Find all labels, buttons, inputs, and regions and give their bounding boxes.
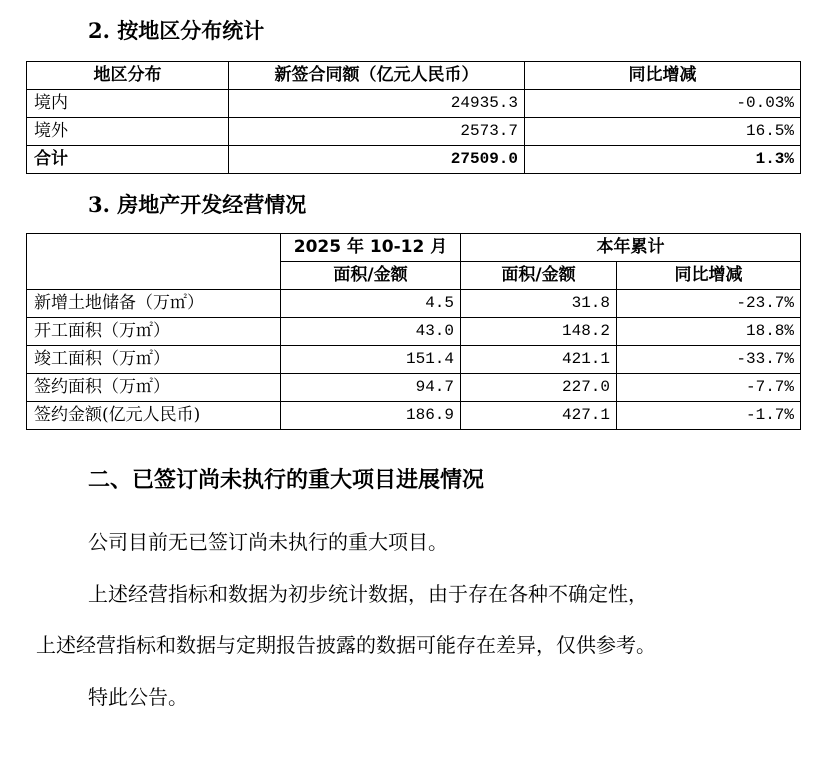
subheader-yoy: 同比增减 bbox=[617, 262, 801, 290]
metric-label: 新增土地储备（万㎡） bbox=[27, 290, 281, 318]
ytd-value: 148.2 bbox=[461, 318, 617, 346]
blank-header-cell bbox=[27, 234, 281, 290]
column-header-new-contracts: 新签合同额（亿元人民币） bbox=[229, 62, 525, 90]
total-label: 合计 bbox=[27, 146, 229, 174]
ytd-value: 31.8 bbox=[461, 290, 617, 318]
yoy-change: -7.7% bbox=[617, 374, 801, 402]
paragraph-disclaimer-line-1: 上述经营指标和数据为初步统计数据，由于存在各种不确定性， bbox=[88, 582, 648, 606]
subheader-ytd-area: 面积/金额 bbox=[461, 262, 617, 290]
period-value: 4.5 bbox=[281, 290, 461, 318]
region-label: 境内 bbox=[27, 90, 229, 118]
table-row bbox=[27, 346, 801, 374]
table-row bbox=[27, 90, 801, 118]
period-value: 186.9 bbox=[281, 402, 461, 430]
yoy-change: -33.7% bbox=[617, 346, 801, 374]
ytd-value: 427.1 bbox=[461, 402, 617, 430]
metric-label: 开工面积（万㎡） bbox=[27, 318, 281, 346]
ytd-value: 227.0 bbox=[461, 374, 617, 402]
ytd-value: 421.1 bbox=[461, 346, 617, 374]
period-value: 94.7 bbox=[281, 374, 461, 402]
metric-label: 竣工面积（万㎡） bbox=[27, 346, 281, 374]
yoy-change: 18.8% bbox=[617, 318, 801, 346]
total-yoy: 1.3% bbox=[525, 146, 801, 174]
contract-amount: 2573.7 bbox=[229, 118, 525, 146]
metric-label: 签约金额(亿元人民币) bbox=[27, 402, 281, 430]
yoy-change: -1.7% bbox=[617, 402, 801, 430]
yoy-change: 16.5% bbox=[525, 118, 801, 146]
period-value: 43.0 bbox=[281, 318, 461, 346]
region-label: 境外 bbox=[27, 118, 229, 146]
subheader-period-area: 面积/金额 bbox=[281, 262, 461, 290]
table-row bbox=[27, 374, 801, 402]
section-3-title: 3. 房地产开发经营情况 bbox=[88, 192, 307, 217]
yoy-change: -23.7% bbox=[617, 290, 801, 318]
table-header-row bbox=[27, 62, 801, 90]
paragraph-disclaimer-line-2: 上述经营指标和数据与定期报告披露的数据可能存在差异，仅供参考。 bbox=[36, 633, 656, 657]
region-distribution-table bbox=[26, 61, 801, 174]
table-row bbox=[27, 402, 801, 430]
table-row bbox=[27, 290, 801, 318]
column-header-ytd: 本年累计 bbox=[461, 234, 801, 262]
paragraph-closing: 特此公告。 bbox=[88, 685, 188, 709]
table-row bbox=[27, 318, 801, 346]
yoy-change: -0.03% bbox=[525, 90, 801, 118]
paragraph-no-major-projects: 公司目前无已签订尚未执行的重大项目。 bbox=[88, 530, 448, 554]
section-2-title: 2. 按地区分布统计 bbox=[88, 18, 265, 43]
total-amount: 27509.0 bbox=[229, 146, 525, 174]
real-estate-table bbox=[26, 233, 801, 430]
column-header-yoy: 同比增减 bbox=[525, 62, 801, 90]
contract-amount: 24935.3 bbox=[229, 90, 525, 118]
column-header-region: 地区分布 bbox=[27, 62, 229, 90]
total-row bbox=[27, 146, 801, 174]
table-row bbox=[27, 118, 801, 146]
metric-label: 签约面积（万㎡） bbox=[27, 374, 281, 402]
column-header-period: 2025 年 10-12 月 bbox=[281, 234, 461, 262]
table-header-row bbox=[27, 234, 801, 262]
section-two-title: 二、已签订尚未执行的重大项目进展情况 bbox=[88, 468, 485, 493]
period-value: 151.4 bbox=[281, 346, 461, 374]
